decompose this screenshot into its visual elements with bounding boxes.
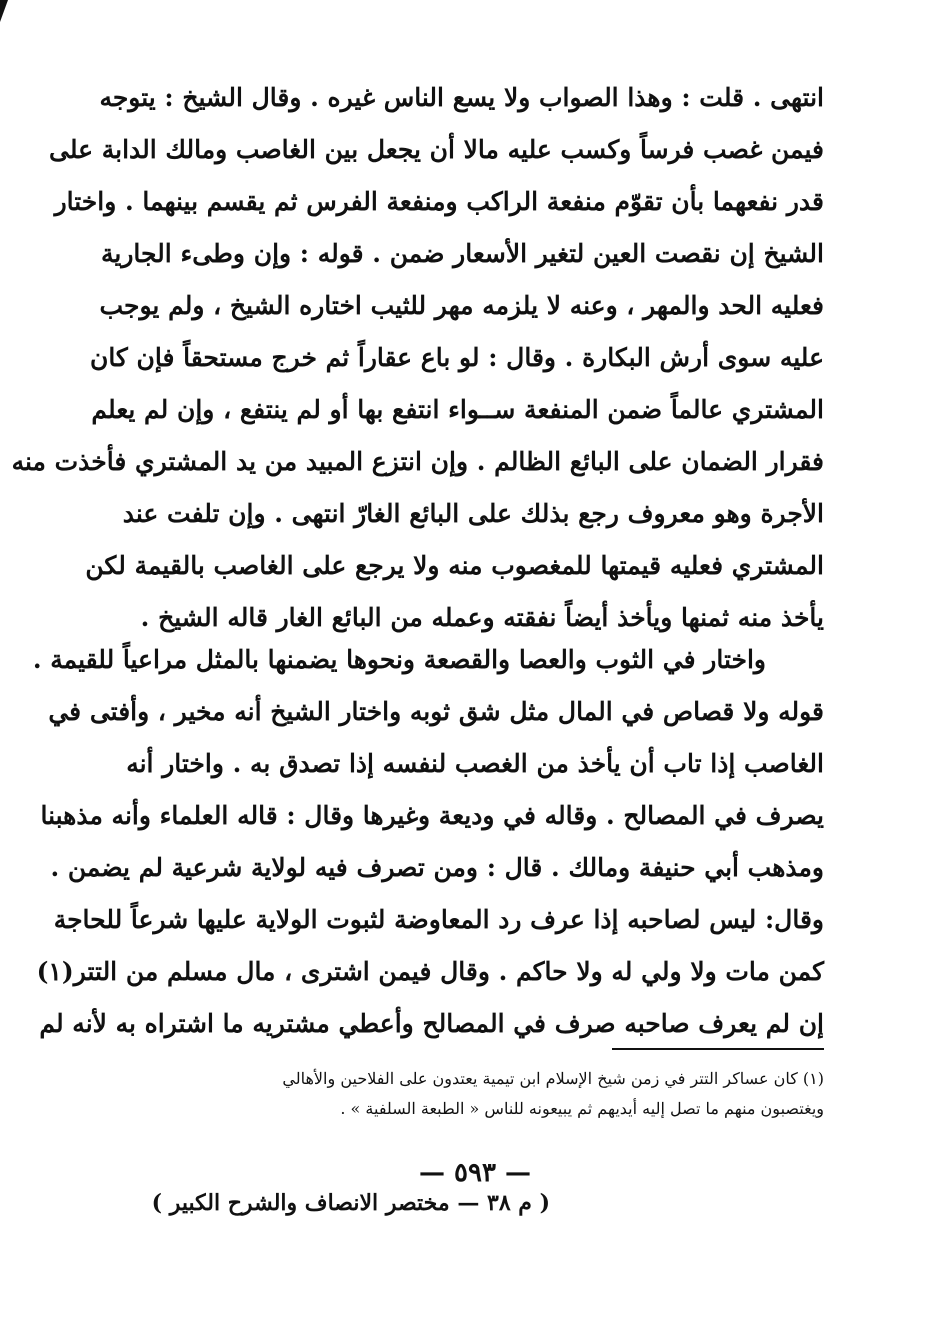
text-line: الغاصب إذا تاب أن يأخذ من الغصب لنفسه إذا تصدق به . واختار أنه (126, 749, 824, 778)
text-line: واختار في الثوب والعصا والقصعة ونحوها يضمنها بالمثل مراعياً للقيمة . (32, 645, 766, 674)
footnote-divider (612, 1048, 824, 1050)
text-line: قدر نفعهما بأن تقوّم منفعة الراكب ومنفعة الفرس ثم يقسم بينهما . واختار (54, 187, 824, 216)
page-number: — ٥٩٣ — (418, 1158, 532, 1188)
text-line: قوله ولا قصاص في المال مثل شق ثوبه واختار الشيخ أنه مخير ، وأفتى في (48, 697, 824, 726)
text-line: المشتري عالماً ضمن المنفعة ســواء انتفع بها أو لم ينتفع ، وإن لم يعلم (91, 395, 824, 424)
footnote-line: ويغتصبون منهم ما تصل إليه أيديهم ثم يبيعونه للناس « الطبعة السلفية » . (340, 1099, 824, 1118)
body-paragraph-2 (32, 634, 824, 1050)
text-line: عليه سوى أرش البكارة . وقال : لو باع عقاراً ثم خرج مستحقاً فإن كان (89, 343, 824, 372)
text-line: وقال: ليس لصاحبه إذا عرف رد المعاوضة لثبوت الولاية عليها شرعاً للحاجة (53, 905, 824, 934)
text-line: الأجرة وهو معروف رجع بذلك على البائع الغارّ انتهى . وإن تلفت عند (122, 499, 824, 528)
running-footer-title: ( م ٣٨ — مختصر الانصاف والشرح الكبير ) (151, 1190, 550, 1216)
text-line: كمن مات ولا ولي له ولا حاكم . وقال فيمن اشترى ، مال مسلم من التتر(١) (36, 957, 824, 986)
text-line: ومذهب أبي حنيفة ومالك . قال : ومن تصرف فيه لولاية شرعية لم يضمن . (50, 853, 824, 882)
text-line: الشيخ إن نقصت العين لتغير الأسعار ضمن . قوله : وإن وطىء الجارية (100, 239, 824, 268)
text-line: انتهى . قلت : وهذا الصواب ولا يسع الناس غيره . وقال الشيخ : يتوجه (99, 83, 824, 112)
footnote-line: (١) كان عساكر التتر في زمن شيخ الإسلام ابن تيمية يعتدون على الفلاحين والأهالي (282, 1069, 824, 1088)
text-line: فقرار الضمان على البائع الظالم . وإن انتزع المبيد من يد المشتري فأخذت منه (11, 447, 824, 476)
text-line: المشتري فعليه قيمتها للمغصوب منه ولا يرجع على الغاصب بالقيمة لكن (85, 551, 824, 580)
body-paragraph-1 (11, 72, 824, 644)
footnotes (150, 1064, 824, 1124)
page-corner-mark (0, 0, 8, 22)
text-line: فيمن غصب فرساً وكسب عليه مالا أن يجعل بين الغاصب ومالك الدابة على (49, 135, 824, 164)
text-line: يصرف في المصالح . وقاله في وديعة وغيرها وقال : قاله العلماء وأنه مذهبنا (40, 801, 824, 830)
text-line: يأخذ منه ثمنها ويأخذ أيضاً نفقته وعمله من البائع الغار قاله الشيخ . (140, 603, 824, 632)
text-line: فعليه الحد والمهر ، وعنه لا يلزمه مهر للثيب اختاره الشيخ ، ولم يوجب (99, 291, 824, 320)
text-line: إن لم يعرف صاحبه صرف في المصالح وأعطي مشتريه ما اشتراه به لأنه لم (39, 1009, 824, 1038)
